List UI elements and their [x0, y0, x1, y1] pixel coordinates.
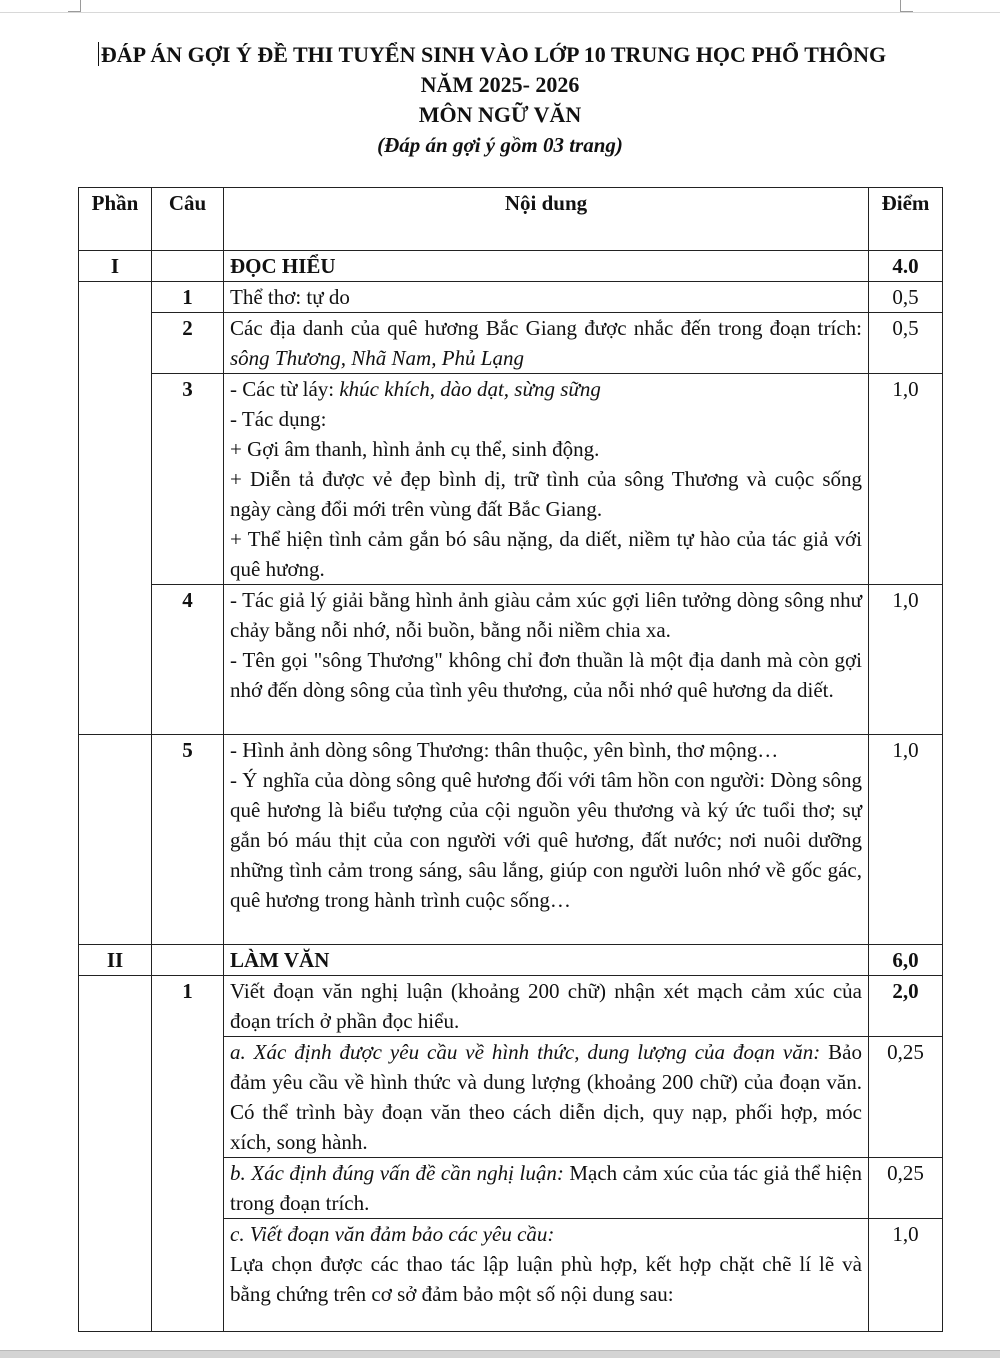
answer-italic: khúc khích, dào dạt, sừng sững — [339, 377, 601, 401]
title-line-1-text: ĐÁP ÁN GỢI Ý ĐỀ THI TUYỂN SINH VÀO LỚP 10 TRUNG HỌC PHỔ THÔNG — [100, 42, 887, 67]
empty-part-cell — [79, 976, 152, 1332]
ruler-line — [0, 12, 1000, 13]
section-row-reading — [79, 251, 943, 282]
title-line-2: NĂM 2025- 2026 — [420, 72, 580, 97]
answer-content — [224, 976, 869, 1037]
title-line-1 — [0, 40, 992, 70]
question-number: 5 — [152, 735, 224, 945]
section-part-label: I — [79, 251, 152, 282]
answer-line: + Diễn tả được vẻ đẹp bình dị, trữ tình của sông Thương và cuộc sống ngày càng đổi mới trên vùng đất Bắc Giang. — [230, 467, 862, 521]
answer-text: Các địa danh của quê hương Bắc Giang được nhắc đến trong đoạn trích: — [230, 316, 862, 340]
table-row — [79, 282, 943, 313]
table-row — [79, 735, 943, 945]
subtitle: (Đáp án gợi ý gồm 03 trang) — [377, 133, 623, 157]
empty-part-cell — [79, 374, 152, 585]
answer-line: Lựa chọn được các thao tác lập luận phù hợp, kết hợp chặt chẽ lí lẽ và bằng chứng trên cơ sở đảm bảo một số nội dung sau: — [230, 1252, 862, 1306]
section-row-writing — [79, 945, 943, 976]
answer-italic: sông Thương, Nhã Nam, Phủ Lạng — [230, 346, 524, 370]
answer-score: 2,0 — [869, 976, 943, 1037]
answer-text: Bảo đảm yêu cầu về hình thức và dung lượng (khoảng 200 chữ) của đoạn văn. Có thể trình bày đoạn văn theo cách diễn dịch, quy nạp, phối hợp, móc xích, song hành. — [230, 1040, 862, 1154]
answer-line: + Gợi âm thanh, hình ảnh cụ thể, sinh động. — [230, 437, 600, 461]
section-part-label: II — [79, 945, 152, 976]
answer-content — [224, 1219, 869, 1332]
question-number: 1 — [152, 282, 224, 313]
empty-part-cell — [79, 313, 152, 374]
answer-content — [224, 1037, 869, 1158]
page-gap-strip — [0, 1350, 1000, 1358]
question-number: 1 — [152, 976, 224, 1332]
question-number: 2 — [152, 313, 224, 374]
document-heading — [0, 40, 1000, 160]
table-row — [79, 585, 943, 735]
header-question: Câu — [152, 188, 224, 251]
empty-part-cell — [79, 585, 152, 735]
table-row — [79, 374, 943, 585]
header-part: Phần — [79, 188, 152, 251]
answer-score: 0,25 — [869, 1037, 943, 1158]
answer-content — [224, 585, 869, 735]
header-content: Nội dung — [224, 188, 869, 251]
answer-content — [224, 313, 869, 374]
answer-score: 1,0 — [869, 735, 943, 945]
section-title: LÀM VĂN — [224, 945, 869, 976]
section-score: 4.0 — [869, 251, 943, 282]
answer-score: 0,5 — [869, 313, 943, 374]
section-score: 6,0 — [869, 945, 943, 976]
answer-italic: b. Xác định đúng vấn đề cần nghị luận: — [230, 1161, 564, 1185]
margin-corner-mark-right — [900, 0, 913, 12]
table-row — [79, 976, 943, 1037]
question-number: 4 — [152, 585, 224, 735]
answer-score: 1,0 — [869, 585, 943, 735]
header-score: Điểm — [869, 188, 943, 251]
answer-score: 0,25 — [869, 1158, 943, 1219]
empty-part-cell — [79, 735, 152, 945]
table-header-row — [79, 188, 943, 251]
answer-content — [224, 735, 869, 945]
answer-text: Mạch cảm xúc của tác giả thể hiện trong đoạn trích. — [230, 1161, 862, 1215]
answer-line: - Ý nghĩa của dòng sông quê hương đối với tâm hồn con người: Dòng sông quê hương là biểu tượng của cội nguồn yêu thương và ký ức tuổi thơ; sự gắn bó máu thịt của con người với quê hương, đất nước; nơi nuôi dưỡng những tình cảm trong sáng, sâu lắng, giúp con người luôn nhớ về gốc gác, quê hương trong hành trình cuộc sống… — [230, 768, 862, 912]
answer-text: - Các từ láy: — [230, 377, 340, 401]
answer-line: - Tác giả lý giải bằng hình ảnh giàu cảm xúc gợi liên tưởng dòng sông như chảy bằng nỗi nhớ, nỗi buồn, bằng nỗi niềm chia xa. — [230, 588, 862, 642]
answer-content — [224, 374, 869, 585]
title-line-3: MÔN NGỮ VĂN — [418, 102, 582, 127]
empty-cell — [152, 945, 224, 976]
answer-italic: a. Xác định được yêu cầu về hình thức, dung lượng của đoạn văn: — [230, 1040, 821, 1064]
section-title: ĐỌC HIỂU — [224, 251, 869, 282]
answer-line: Viết đoạn văn nghị luận (khoảng 200 chữ) nhận xét mạch cảm xúc của đoạn trích ở phần đọc hiểu. — [230, 979, 862, 1033]
text-cursor — [98, 42, 99, 66]
question-number: 3 — [152, 374, 224, 585]
empty-part-cell — [79, 282, 152, 313]
empty-cell — [152, 251, 224, 282]
answer-italic: c. Viết đoạn văn đảm bảo các yêu cầu: — [230, 1222, 555, 1246]
answer-score: 1,0 — [869, 1219, 943, 1332]
answer-line: - Tác dụng: — [230, 407, 327, 431]
answer-table — [78, 187, 943, 1332]
answer-content — [224, 1158, 869, 1219]
margin-corner-mark-left — [68, 0, 81, 12]
answer-score: 0,5 — [869, 282, 943, 313]
answer-line: - Tên gọi "sông Thương" không chỉ đơn thuần là một địa danh mà còn gợi nhớ đến dòng sông của tình yêu thương, của nỗi nhớ quê hương da diết. — [230, 648, 862, 702]
table-row — [79, 313, 943, 374]
answer-line: + Thể hiện tình cảm gắn bó sâu nặng, da diết, niềm tự hào của tác giả với quê hương. — [230, 527, 862, 581]
answer-line: - Hình ảnh dòng sông Thương: thân thuộc, yên bình, thơ mộng… — [230, 738, 779, 762]
answer-content: Thể thơ: tự do — [224, 282, 869, 313]
answer-score: 1,0 — [869, 374, 943, 585]
